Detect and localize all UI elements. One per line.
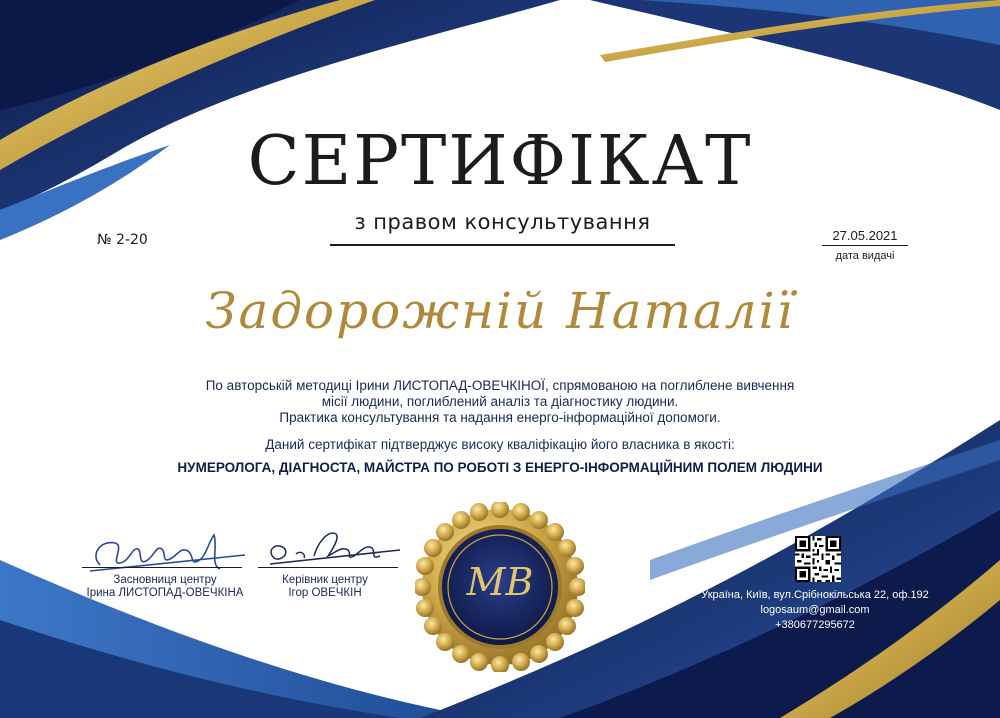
certificate-subtitle: з правом консультування (354, 210, 651, 234)
founder-sign-line (82, 567, 242, 568)
contact-email: logosaum@gmail.com (760, 604, 870, 616)
seal-monogram: МВ (466, 560, 534, 604)
certificate-description (170, 378, 830, 426)
subtitle-underline (330, 244, 675, 246)
description-line: місії людини, поглиблений аналіз та діагностику людини. (321, 394, 679, 409)
confirmation-text: Даний сертифікат підтверджує високу кваліфікацію його власника в якості: (265, 437, 735, 452)
head-name: Ігор ОВЕЧКІН (288, 587, 362, 599)
date-underline (822, 245, 908, 246)
recipient-name: Задорожній Наталії (205, 282, 795, 340)
certificate-number: № 2-20 (97, 232, 148, 248)
founder-signature (80, 525, 250, 580)
head-sign-line (258, 567, 398, 568)
issue-date-label: дата видачі (835, 250, 895, 262)
head-block (250, 574, 400, 600)
qualification-text: НУМЕРОЛОГА, ДІАГНОСТА, МАЙСТРА ПО РОБОТІ З ЕНЕРГО-ІНФОРМАЦІЙНИМ ПОЛЕМ ЛЮДИНИ (177, 460, 823, 475)
founder-name: Ірина ЛИСТОПАД-ОВЕЧКІНА (86, 587, 244, 599)
contact-address: Україна, Київ, вул.Срібнокільська 22, оф.192 (701, 589, 929, 601)
qr-code-icon (795, 536, 841, 582)
contacts-block (690, 588, 940, 633)
founder-block (75, 574, 255, 600)
description-line: По авторській методиці Ірини ЛИСТОПАД-ОВЕЧКІНОЇ, спрямованою на поглиблене вивчення (205, 378, 795, 393)
certificate-title: СЕРТИФІКАТ (247, 122, 753, 201)
contact-phone: +380677295672 (775, 619, 855, 631)
issue-date: 27.05.2021 (832, 228, 898, 243)
head-role: Керівник центру (282, 574, 368, 586)
description-line: Практика консультування та надання енерго-інформаційної допомоги. (279, 410, 721, 425)
founder-role: Засновниця центру (113, 574, 217, 586)
